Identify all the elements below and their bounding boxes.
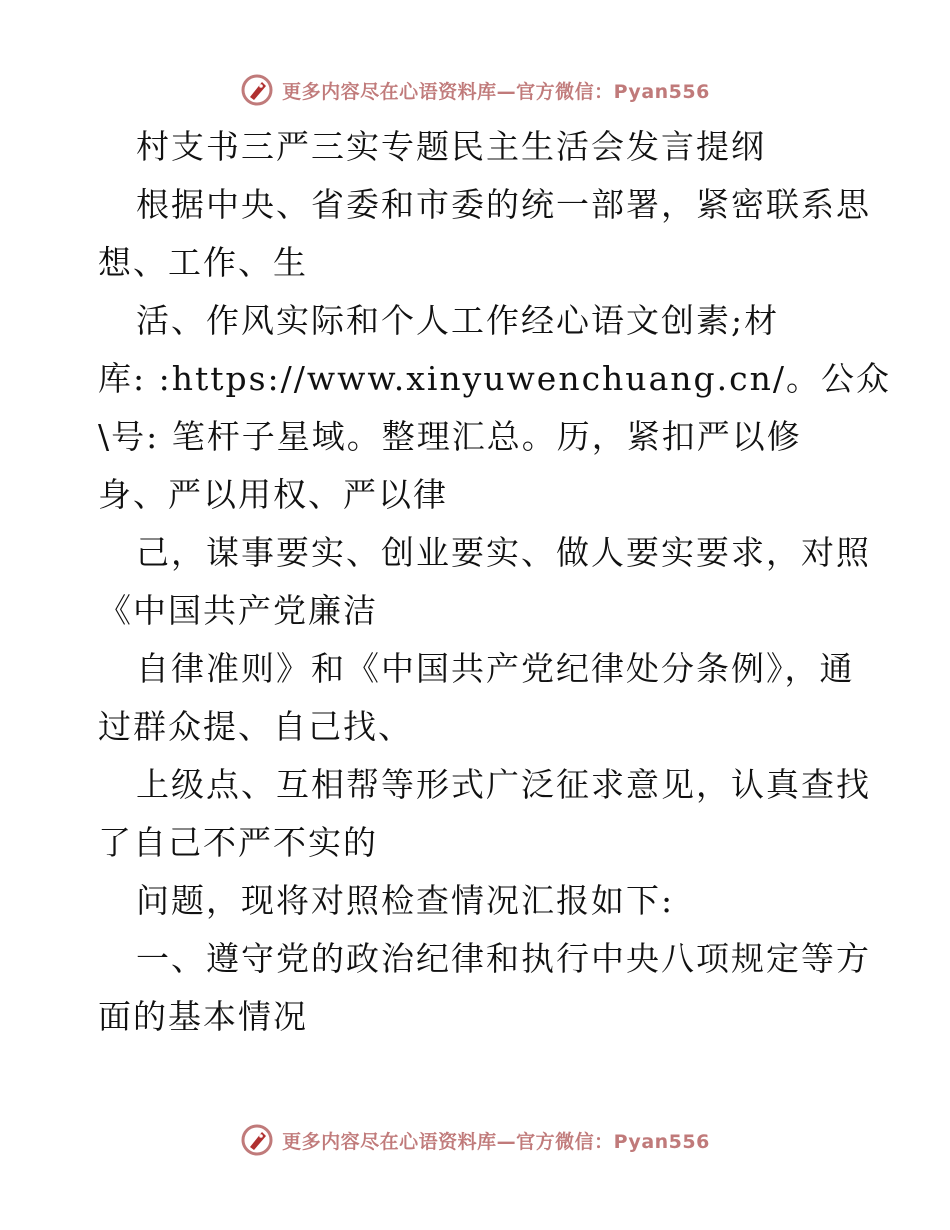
text-line: 过群众提、自己找、 (98, 707, 413, 746)
document-body (98, 118, 891, 1046)
watermark-text: 更多内容尽在心语资料库—官方微信：Pyan556 (282, 1130, 710, 1153)
text-line: 上级点、互相帮等形式广泛征求意见，认真查找 (136, 765, 871, 804)
footer-watermark (0, 1120, 950, 1160)
text-line: 身、严以用权、严以律 (98, 475, 448, 514)
text-line: 根据中央、省委和市委的统一部署，紧密联系思 (136, 185, 871, 224)
text-line: 自律准则》和《中国共产党纪律处分条例》，通 (136, 649, 855, 688)
text-line: 己，谋事要实、创业要实、做人要实要求，对照 (136, 533, 871, 572)
section-heading: 一、遵守党的政治纪律和执行中央八项规定等方 (136, 939, 871, 978)
text-line: 想、工作、生 (98, 243, 308, 282)
header-watermark (0, 70, 950, 110)
text-line: \号: 笔杆子星域。整理汇总。历，紧扣严以修 (98, 417, 802, 456)
section-heading-continued: 面的基本情况 (98, 997, 308, 1036)
text-line: 问题，现将对照检查情况汇报如下: (136, 881, 675, 920)
pen-nib-icon (240, 1123, 274, 1157)
text-line: 活、作风实际和个人工作经心语文创素;材 (136, 301, 780, 340)
text-line: 了自己不严不实的 (98, 823, 378, 862)
text-line: 《中国共产党廉洁 (98, 591, 378, 630)
pen-nib-icon (240, 73, 274, 107)
document-title: 村支书三严三实专题民主生活会发言提纲 (136, 127, 766, 166)
watermark-text: 更多内容尽在心语资料库—官方微信：Pyan556 (282, 80, 710, 103)
text-line: 库: :https://www.xinyuwenchuang.cn/。公众 (98, 359, 891, 398)
